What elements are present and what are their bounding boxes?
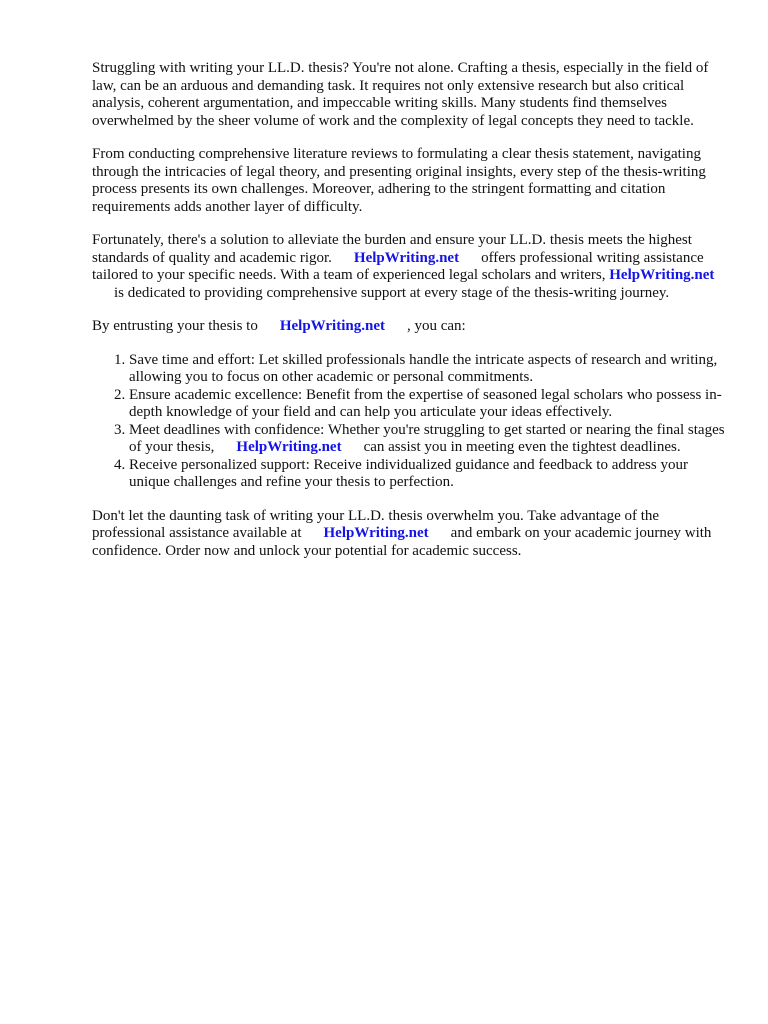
list-item-text: can assist you in meeting even the tightest deadlines. [363, 439, 681, 455]
helpwriting-link[interactable]: HelpWriting.net [236, 439, 342, 455]
paragraph-entrust [92, 318, 732, 336]
paragraph-challenges [92, 146, 732, 216]
paragraph-solution-text-1: Fortunately, there's a solution to alleviate the burden and ensure your LL.D. thesis meets the highest standards of quality and academic rigor. [92, 232, 692, 266]
list-item-text: Meet deadlines with confidence: Whether you're struggling to get started or nearing the final stages of your thesis, [129, 421, 725, 455]
list-item [129, 422, 732, 457]
document-page [92, 60, 732, 576]
list-item-text: Save time and effort: Let skilled professionals handle the intricate aspects of research and writing, allowing you to focus on other academic or personal commitments. [129, 351, 718, 385]
paragraph-entrust-text-2: , you can: [406, 318, 466, 334]
helpwriting-link[interactable]: HelpWriting.net [323, 525, 429, 541]
helpwriting-link[interactable]: HelpWriting.net [353, 249, 460, 266]
paragraph-entrust-text-1: By entrusting your thesis to [92, 318, 258, 334]
paragraph-solution-text-2: offers professional writing assistance tailored to your specific needs. With a team of experienced legal scholars and writers, [92, 249, 704, 283]
paragraph-closing [92, 508, 732, 561]
paragraph-intro [92, 60, 732, 130]
benefits-list [92, 352, 732, 492]
paragraph-solution [92, 232, 732, 302]
paragraph-intro-text: Struggling with writing your LL.D. thesis? You're not alone. Crafting a thesis, especially in the field of law, can be an arduous and demanding task. It requires not only extensive research but also critical analysis, coherent argumentation, and impeccable writing skills. Many students find themselves overwhelmed by the sheer volume of work and the complexity of legal concepts they need to tackle. [92, 60, 709, 129]
list-item [129, 352, 732, 387]
list-item-text: Receive personalized support: Receive individualized guidance and feedback to address your unique challenges and refine your thesis to perfection. [129, 456, 688, 490]
paragraph-challenges-text: From conducting comprehensive literature reviews to formulating a clear thesis statement, navigating through the intricacies of legal theory, and presenting original insights, every step of the thesis-writing process presents its own challenges. Moreover, adhering to the stringent formatting and citation requirements adds another layer of difficulty. [92, 146, 706, 215]
paragraph-closing-text-1: Don't let the daunting task of writing your LL.D. thesis overwhelm you. Take advantage of the professional assistance available at [92, 507, 660, 541]
helpwriting-link[interactable]: HelpWriting.net [609, 267, 715, 283]
list-item [129, 457, 732, 492]
list-item-text: Ensure academic excellence: Benefit from the expertise of seasoned legal scholars who possess in-depth knowledge of your field and can help you articulate your ideas effectively. [129, 386, 722, 420]
list-item [129, 387, 732, 422]
paragraph-solution-text-3: is dedicated to providing comprehensive support at every stage of the thesis-writing journey. [114, 284, 670, 301]
helpwriting-link[interactable]: HelpWriting.net [279, 318, 385, 334]
paragraph-closing-text-2: and embark on your academic journey with confidence. Order now and unlock your potential for academic success. [92, 525, 712, 559]
